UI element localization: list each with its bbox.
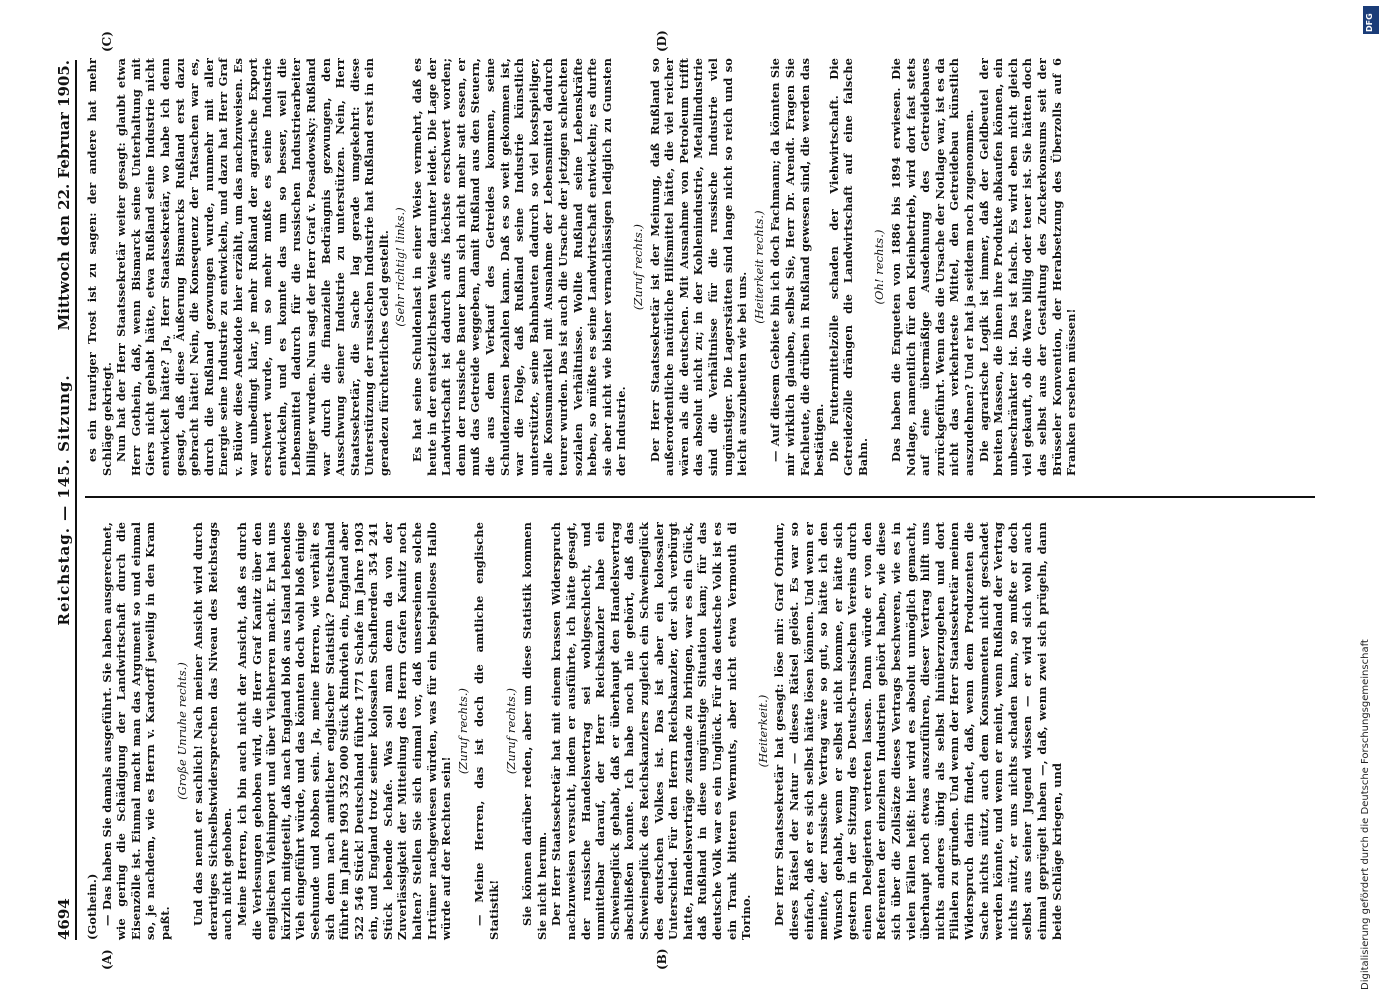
paragraph: Das haben die Enqueten von 1886 bis 1894 erwiesen. Die Notlage, namentlich für den Kleinbetrieb, wird dort fast stets auf eine übermäßige Ausdehnung des Getreidebaues zurückgeführt. Wenn das die Ursache der Notlage war, ist es da nicht das verkehrteste Mittel, den Getreidebau künstlich auszudehnen? Und er hat ja seitdem noch zugenommen.	[889, 58, 977, 476]
speaker-name: (Gothein.)	[85, 873, 99, 940]
interjection: (Heiterkeit.)	[755, 694, 770, 768]
dfg-logo	[1363, 6, 1379, 34]
digitization-note: Digitalisierung gefördert durch die Deutsche Forschungsgemeinschaft	[1360, 639, 1371, 990]
dfg-logo-text: DFG	[1365, 13, 1374, 32]
paragraph: es ein trauriger Trost ist zu sagen: der andere hat mehr Schläge gekriegt.	[85, 58, 114, 476]
margin-marker-a: (A)	[100, 949, 114, 970]
paragraph: Es hat seine Schuldenlast in einer Weise vermehrt, daß es heute in der entsetzlichsten Weise darunter leidet. Die Lage der Landwirtschaft ist dadurch aufs höchste erschwert worden; denn der russische Bauer kann sich nicht mehr satt essen, er muß das Getreide weggeben, damit Rußland aus den Steuern, die aus dem Verkauf des Getreides kommen, seine Schuldenzinsen bezahlen kann. Daß es so weit gekommen ist, war die Folge, daß Rußland seine Industrie künstlich unterstützte, seine Bahnbauten dadurch so viel kostspieliger, alle Konsumartikel mit Ausnahme der Lebensmittel dadurch teurer wurden. Das ist auch die Ursache der jetzigen schlechten sozialen Verhältnisse. Wollte Rußland seine Lebenskräfte heben, so müßte es seine Landwirtschaft entwickeln; es durfte sie aber nicht wie bisher vernachlässigen lediglich zu Gunsten der Industrie.	[410, 58, 629, 476]
interjection: (Heiterkeit rechts.)	[751, 210, 766, 324]
paragraph: Die Futtermittelzölle schaden der Viehwirtschaft. Die Getreidezölle drängen die Landwirtschaft auf eine falsche Bahn.	[826, 58, 870, 476]
paragraph: Meine Herren, ich bin auch nicht der Ansicht, daß es durch die Verlesungen gehoben wird, die Herr Graf Kanitz über den englischen Viehimport und über Viehherren macht. Er hat uns kürzlich mitgeteilt, daß nach England bloß aus Island lebendes Vieh eingeführt würde, und das könnten doch wohl bloß einige Seehunde und Robben sein. Ja, meine Herren, wie verhält es sich denn nach amtlicher englischer Statistik? Deutschland führte im Jahre 1903 352 000 Stück Rindvieh ein, England aber 522 546 Stück! Deutschland führte 1771 Schafe im Jahre 1903 ein, und England trotz seiner kolossalen Schafherden 354 241 Stück lebende Schafe. Was soll man denn da von der Zuverlässigkeit der Mitteilung des Herrn Grafen Kanitz noch halten? Stellen Sie sich einmal vor, daß unserseinem solche Irrtümer nachgewiesen würden, was für ein beispielloses Hallo würde auf der Rechten sein!	[234, 522, 454, 940]
paragraph: Der Herr Staatssekretär hat mit einem krassen Widerspruch nachzuweisen versucht, indem er ausführte, ich hätte gesagt, der russische Handelsvertrag sei wohlgeschlecht, und unmittelbar darauf, der Herr Reichskanzler habe ein Schweineglück gehabt, daß er überhaupt den Handelsvertrag abschließen konnte. Ich habe noch nie gehört, daß das Schweineglück des Reichskanzlers zugleich ein Schweineglück des deutschen Volkes ist. Das ist aber ein kolossaler Unterschied. Für den Herrn Reichskanzler, der sich verbürgt hatte, Handelsverträge zustande zu bringen, war es ein Glück, daß Rußland in diese ungünstige Situation kam; für das deutsche Volk war es ein Unglück. Für das deutsche Volk ist es ein Trank bitteren Wermuts, aber nicht etwa Vermouth di Torino.	[549, 522, 754, 940]
margin-marker-d: (D)	[655, 30, 669, 52]
left-text-column	[85, 522, 1064, 940]
paragraph: Und das nennt er sachlich! Nach meiner Ansicht wird durch derartiges Sichselbstwidersprechen das Niveau des Reichstags auch nicht gehoben.	[191, 522, 235, 940]
digitization-sidebar	[1360, 10, 1380, 990]
running-header	[55, 60, 71, 940]
margin-marker-c: (C)	[100, 31, 114, 52]
interjection: (Oh! rechts.)	[872, 229, 887, 305]
paragraph: — Auf diesem Gebiete bin ich doch Fachmann; da könnten Sie mir wirklich glauben, selbst Sie, Herr Dr. Arendt. Fragen Sie Fachleute, die drüben in Rußland gewesen sind, die werden das bestätigen.	[768, 58, 827, 476]
paragraph: Der Herr Staatssekretär hat gesagt: löse mir: Graf Orindur, dieses Rätsel der Natur — dieses Rätsel gelöst. Es war so einfach, daß er es sich selbst hätte lösen können. Und wenn er meinte, der russische Vertrag wäre so gut, so hätte ich den Wunsch gehabt, wenn er selbst nicht komme, er hätte sich gestern in der Sitzung des Deutsch-russischen Vereins durch einen Delegierten vertreten lassen. Dann würde er von den Referenten der einzelnen Industrien gehört haben, wie diese sich über die Zollsätze dieses Vertrags beschweren, wie es in vielen Fällen heißt: hier wird es absolut unmöglich gemacht, überhaupt noch etwas auszuführen, dieser Vertrag hilft uns nichts anderes übrig als selbst hinüberzugehen und dort Filialen zu gründen. Und wenn der Herr Staatssekretär meinen Widerspruch darin findet, daß, wenn dem Produzenten die Sache nichts nützt, auch dem Konsumenten nicht geschadet werden könnte, und wenn er meint, wenn Rußland der Vertrag nichts nützt, er uns nichts schaden kann, so mußte er doch selbst aus seiner Jugend wissen — er wird sich wohl auch einmal geprügelt haben —, daß, wenn zwei sich prügeln, dann beide Schläge kriegen, und	[772, 522, 1064, 940]
paragraph: Nun hat der Herr Staatssekretär weiter gesagt: glaubt etwa Herr Gothein, daß, wenn Bismarck seine Unterhaltung mit Giers nicht gehabt hätte, etwa Rußland seine Industrie nicht entwickelt hätte? Ja, Herr Staatssekretär, wo habe ich denn gesagt, daß diese Äußerung Bismarcks Rußland erst dazu gebracht hätte! Nein, die Konsequenz der Tatsachen war es, durch die Rußland gezwungen wurde, nunmehr mit aller Energie seine Industrie zu entwickeln, und dazu hat Herr Graf v. Bülow diese Anekdote hier erzählt, um das nachzuweisen. Es war unbedingt klar, je mehr Rußland der agrarische Export erschwert wurde, um so mehr mußte es seine Industrie entwickeln, und es konnte das um so besser, weil die Lebensmittel dadurch für die russischen Industriearbeiter billiger wurden. Nun sagt der Herr Graf v. Posadowsky: Rußland war durch die finanzielle Bedrängnis gezwungen, den Ausschwung seiner Industrie zu unterstützen. Nein, Herr Staatssekretär, die Sache lag gerade umgekehrt: diese Unterstützung der russischen Industrie hat Rußland erst in ein geradezu fürchterliches Geld gestellt.	[114, 58, 391, 476]
paragraph: — Meine Herren, das ist doch die amtliche englische Statistik!	[472, 522, 502, 940]
interjection: (Sehr richtig! links.)	[393, 207, 408, 327]
paragraph: — Das haben Sie damals ausgeführt. Sie haben ausgerechnet, wie gering die Schädigung der Landwirtschaft durch die Eisenzölle ist. Einmal macht man das Argument so und einmal so, je nachdem, wie es Herrn v. Kardorff jeweilig in den Kram paßt.	[99, 522, 172, 940]
session-date: Mittwoch den 22. Februar 1905.	[55, 60, 73, 331]
interjection: (Zuruf rechts.)	[503, 687, 518, 775]
paragraph: Der Herr Staatssekretär ist der Meinung, daß Rußland so außerordentliche natürliche Hilfsmittel hätte, die viel reicher wären als die deutschen. Mit Ausnahme von Petroleum trifft das absolut nicht zu; in der Kohlenindustrie, Metallindustrie sind die Verhältnisse für die russische Industrie viel ungünstiger. Die Lagerstätten sind lange nicht so reich und so leicht auszubeuten wie bei uns.	[647, 58, 750, 476]
interjection: (Zuruf rechts.)	[455, 687, 470, 775]
right-text-column	[85, 58, 1079, 476]
session-title: Reichstag. — 145. Sitzung.	[55, 374, 73, 626]
paragraph: Sie können darüber reden, aber um diese Statistik kommen Sie nicht herum.	[520, 522, 549, 940]
paragraph: Die agrarische Logik ist immer, daß der Geldbeutel der breiten Massen, die ihnen ihre Produkte abkaufen können, ein unbeschränkter ist. Das ist falsch. Es wird eben nicht gleich viel gekauft, ob die Ware billig oder teuer ist. Sie hätten doch das selbst aus der Gestaltung des Zuckerkonsums seit der Brüsseler Konvention, der Herabsetzung des Überzolls auf 6 Franken ersehen müssen!	[976, 58, 1079, 476]
interjection: (Zuruf rechts.)	[630, 223, 645, 311]
header-rule	[75, 60, 77, 940]
interjection: (Große Unruhe rechts.)	[174, 662, 189, 800]
column-divider	[85, 496, 1315, 498]
page-number: 4694	[55, 898, 73, 940]
margin-marker-b: (B)	[655, 948, 669, 970]
